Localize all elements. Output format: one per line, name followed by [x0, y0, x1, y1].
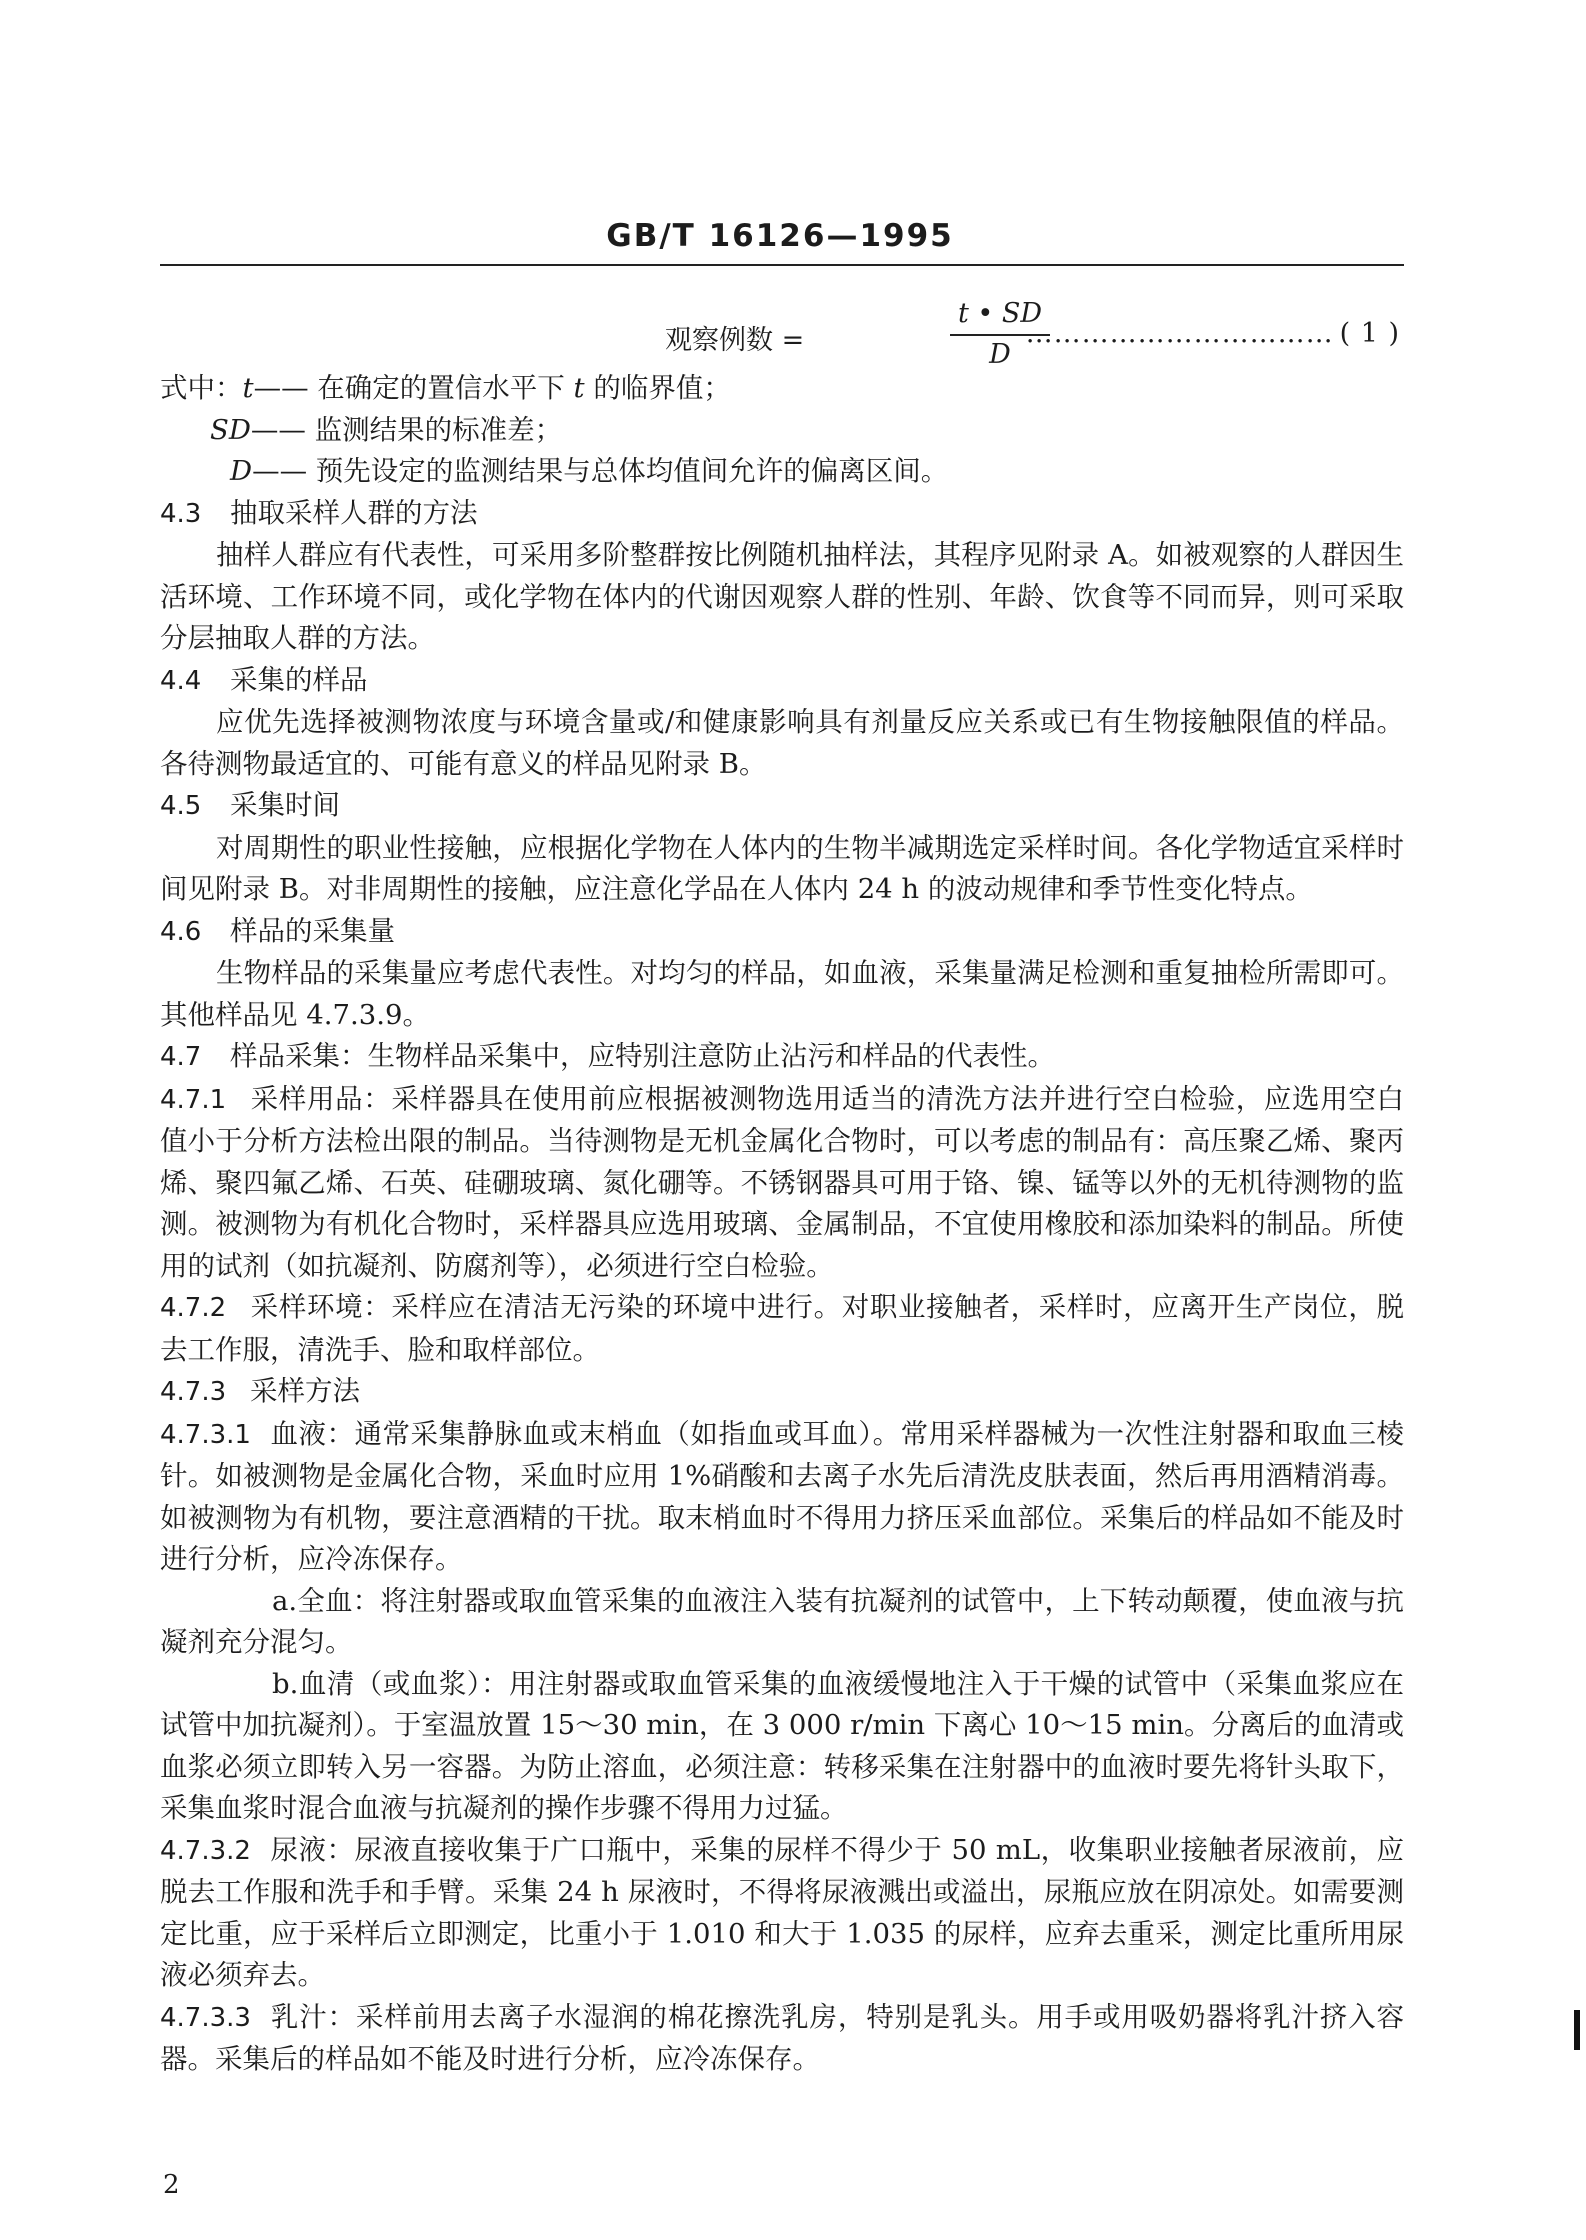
section-4-5-text: 对周期性的职业性接触，应根据化学物在人体内的生物半减期选定采样时间。各化学物适宜采样时间见附录 B。对非周期性的接触，应注意化学品在人体内 24 h 的波动规律和季节性变化特点。	[160, 831, 1404, 905]
section-number: 4.7.2	[160, 1293, 227, 1323]
header-rule	[160, 264, 1404, 266]
section-text: 乳汁：采样前用去离子水湿润的棉花擦洗乳房，特别是乳头。用手或用吸奶器将乳汁挤入容器。采集后的样品如不能及时进行分析，应冷冻保存。	[160, 2000, 1404, 2075]
where-d-symbol: D	[230, 455, 253, 487]
section-4-7	[160, 1036, 1404, 1079]
section-number: 4.7.3.1	[160, 1419, 251, 1450]
list-label: b.	[272, 1667, 299, 1700]
where-sd	[160, 410, 1404, 452]
section-4-4-text: 应优先选择被测物浓度与环境含量或/和健康影响具有剂量反应关系或已有生物接触限值的样品。各待测物最适宜的、可能有意义的样品见附录 B。	[160, 706, 1404, 780]
section-4-3-heading	[160, 493, 1404, 536]
section-title: 采集时间	[230, 789, 340, 821]
section-4-7-3-1	[160, 1414, 1404, 1581]
section-number: 4.5	[160, 791, 202, 821]
section-4-6-text: 生物样品的采集量应考虑代表性。对均匀的样品，如血液，采集量满足检测和重复抽检所需即可。其他样品见 4.7.3.9。	[160, 957, 1404, 1031]
section-number: 4.7.1	[160, 1084, 227, 1115]
section-4-6-heading	[160, 911, 1404, 954]
page-number: 2	[163, 2170, 180, 2200]
formula-dots: ……………………………	[1025, 318, 1334, 349]
where-t	[160, 368, 1404, 410]
section-4-7-3-3	[160, 1997, 1404, 2081]
section-number: 4.4	[160, 665, 202, 696]
section-4-5-heading	[160, 785, 1404, 828]
section-number: 4.6	[160, 916, 202, 947]
section-text: 血液：通常采集静脉血或末梢血（如指血或耳血）。常用采样器械为一次性注射器和取血三棱针。如被测物是金属化合物，采血时应用 1%硝酸和去离子水先后清洗皮肤表面，然后再用酒精消毒。如被测物为有机物，要注意酒精的干扰。取末梢血时不得用力挤压采血部位。采集后的样品如不能及时进行分析，应冷冻保存。	[160, 1417, 1404, 1575]
section-number: 4.7.3	[160, 1377, 227, 1407]
section-title: 采样方法	[250, 1375, 360, 1407]
section-title: 采集的样品	[230, 663, 368, 696]
formula-1	[160, 296, 1400, 372]
section-text: 尿液：尿液直接收集于广口瓶中，采集的尿样不得少于 50 mL，收集职业接触者尿液前，应脱去工作服和洗手和手臂。采集 24 h 尿液时，不得将尿液溅出或溢出，尿瓶应放在阴凉处。如需要测定比重，应于采样后立即测定，比重小于 1.010 和大于 1.035 的尿样，应弃去重采，测定比重所用尿液必须弃去。	[160, 1833, 1404, 1991]
where-d-desc: —— 预先设定的监测结果与总体均值间允许的偏离区间。	[252, 455, 949, 487]
list-label: a.	[272, 1584, 298, 1617]
formula-denominator: D	[989, 339, 1011, 370]
where-prefix: 式中：	[160, 372, 243, 404]
section-title: 抽取采样人群的方法	[230, 496, 478, 529]
section-number: 4.7.3.2	[160, 1835, 251, 1866]
formula-lhs: 观察例数 =	[665, 325, 805, 356]
section-4-7-3-2	[160, 1830, 1404, 1997]
where-t-desc-a: —— 在确定的置信水平下	[253, 372, 574, 404]
list-item-a	[160, 1581, 1404, 1664]
where-sd-desc: —— 监测结果的标准差；	[250, 413, 563, 446]
where-d	[160, 451, 1404, 493]
where-t-symbol: t	[242, 372, 254, 404]
body-text	[160, 368, 1404, 2081]
where-sd-symbol: SD	[210, 413, 251, 446]
formula-leader	[1010, 318, 1400, 349]
list-text: 全血：将注射器或取血管采集的血液注入装有抗凝剂的试管中，上下转动颠覆，使血液与抗凝剂充分混匀。	[160, 1584, 1404, 1658]
section-4-7-1	[160, 1079, 1404, 1288]
section-number: 4.3	[160, 498, 202, 529]
section-4-3-text: 抽样人群应有代表性，可采用多阶整群按比例随机抽样法，其程序见附录 A。如被观察的人群因生活环境、工作环境不同，或化学物在体内的代谢因观察人群的性别、年龄、饮食等不同而异，则可采取分层抽取人群的方法。	[160, 539, 1404, 654]
section-text: 采样环境：采样应在清洁无污染的环境中进行。对职业接触者，采样时，应离开生产岗位，脱去工作服，清洗手、脸和取样部位。	[160, 1291, 1404, 1366]
section-4-4-heading	[160, 660, 1404, 703]
where-t-symbol-2: t	[573, 372, 585, 404]
section-4-7-2	[160, 1287, 1404, 1371]
section-text: 采样用品：采样器具在使用前应根据被测物选用适当的清洗方法并进行空白检验，应选用空白值小于分析方法检出限的制品。当待测物是无机金属化合物时，可以考虑的制品有：高压聚乙烯、聚丙烯、聚四氟乙烯、石英、硅硼玻璃、氮化硼等。不锈钢器具可用于铬、镍、锰等以外的无机待测物的监测。被测物为有机化合物时，采样器具应选用玻璃、金属制品，不宜使用橡胶和添加染料的制品。所使用的试剂（如抗凝剂、防腐剂等），必须进行空白检验。	[160, 1082, 1404, 1282]
formula-number: ( 1 )	[1339, 318, 1400, 349]
formula-numerator: t • SD	[957, 298, 1043, 329]
section-number: 4.7	[160, 1042, 202, 1072]
section-4-7-3-heading	[160, 1371, 1404, 1414]
list-item-b	[160, 1664, 1404, 1830]
list-text: 血清（或血浆）：用注射器或取血管采集的血液缓慢地注入于干燥的试管中（采集血浆应在试管中加抗凝剂）。于室温放置 15～30 min，在 3 000 r/min 下离心 10～15 min。分离后的血清或血浆必须立即转入另一容器。为防止溶血，必须注意：转移采集在注射器中的血液时要先将针头取下，采集血浆时混合血液与抗凝剂的操作步骤不得用力过猛。	[160, 1667, 1404, 1824]
section-number: 4.7.3.3	[160, 2002, 251, 2033]
section-text: 样品采集：生物样品采集中，应特别注意防止沾污和样品的代表性。	[230, 1040, 1055, 1072]
scan-edge-mark	[1574, 2010, 1580, 2050]
standard-number-header: GB/T 16126—1995	[606, 218, 954, 254]
where-t-desc-b: 的临界值；	[584, 372, 731, 404]
section-title: 样品的采集量	[230, 914, 395, 947]
